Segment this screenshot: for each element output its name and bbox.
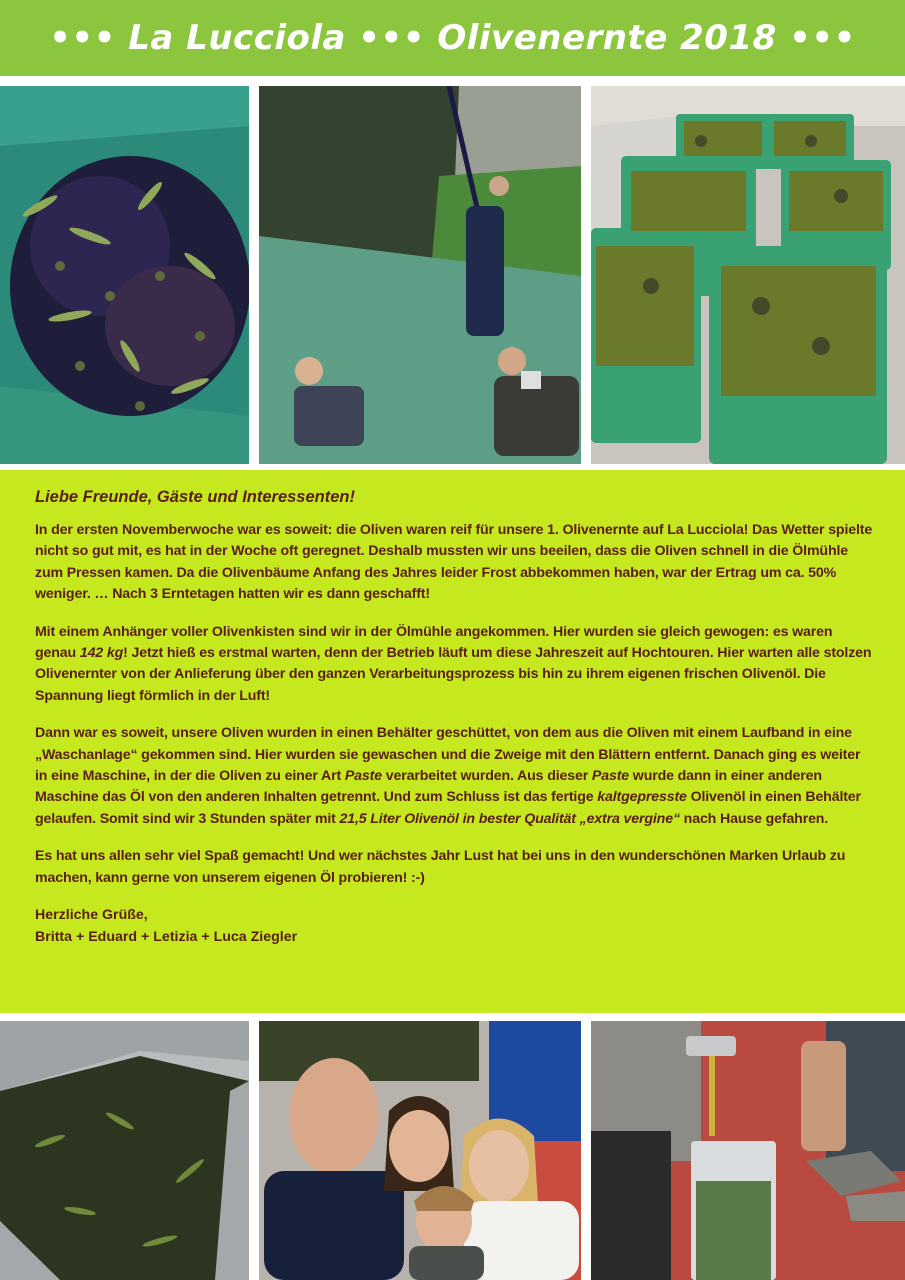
- closing-greeting: Herzliche Grüße,: [35, 907, 148, 924]
- paragraph-4: Es hat uns allen sehr viel Spaß gemacht! Und wer nächstes Jahr Lust hat bei uns in den wunderschönen Marken Urlaub zu machen, kann gerne von unserem eigenen Öl probieren! :-): [35, 848, 846, 886]
- paragraph-1: In der ersten Novemberwoche war es soweit: die Oliven waren reif für unsere 1. Olivenernte auf La Lucciola! Das Wetter spielte nicht so gut mit, es hat in der Woche oft geregnet. Deshalb mussten wir uns beeilen, dass die Oliven schnell in die Ölmühle zum Pressen kamen. Da die Olivenbäume Anfang des Jahres leider Frost abbekommen haben, war der Ertrag um ca. 50% weniger. … Nach 3 Erntetagen hatten wir es dann geschafft!: [35, 522, 873, 603]
- photo-olives-on-net: [0, 86, 249, 464]
- letter-greeting: Liebe Freunde, Gäste und Interessenten!: [35, 488, 355, 506]
- page-title: ••• La Lucciola ••• Olivenernte 2018 •••: [49, 18, 856, 58]
- photo-olives-in-hopper: [0, 1021, 249, 1280]
- photo-olive-crates: [591, 86, 905, 464]
- signature: Britta + Eduard + Letizia + Luca Ziegler: [35, 928, 298, 945]
- photo-harvest-in-field: [259, 86, 581, 464]
- photo-family-selfie: [259, 1021, 581, 1280]
- letter-box: [0, 470, 905, 1013]
- paragraph-3: Dann war es soweit, unsere Oliven wurden in einen Behälter geschüttet, von dem aus die Oliven mit einem Laufband in eine „Waschanlage“ gekommen sind. Hier wurden sie gewaschen und die Zweige mit den Blättern entfernt. Danach ging es weiter in eine Maschine, in der die Oliven zu einer Art Paste verarbeitet wurden. Aus dieser Paste wurde dann in einer anderen Maschine das Öl von den anderen Inhalten getrennt. Und zum Schluss ist das fertige kaltgepresste Olivenöl in einen Behälter gelaufen. Somit sind wir 3 Stunden später mit 21,5 Liter Olivenöl in bester Qualität „extra vergine“ nach Hause gefahren.: [35, 725, 861, 827]
- photo-oil-tin: [591, 1021, 905, 1280]
- page-header: [0, 0, 905, 76]
- paragraph-2: Mit einem Anhänger voller Olivenkisten sind wir in der Ölmühle angekommen. Hier wurden sie gleich gewogen: es waren genau 142 kg! Jetzt hieß es erstmal warten, denn der Betrieb läuft um diese Jahreszeit auf Hochtouren. Hier warten alle stolzen Olivenernter von der Anlieferung über den ganzen Verarbeitungsprozess bis hin zu ihrem eigenen frischen Olivenöl. Die Spannung liegt förmlich in der Luft!: [35, 623, 872, 704]
